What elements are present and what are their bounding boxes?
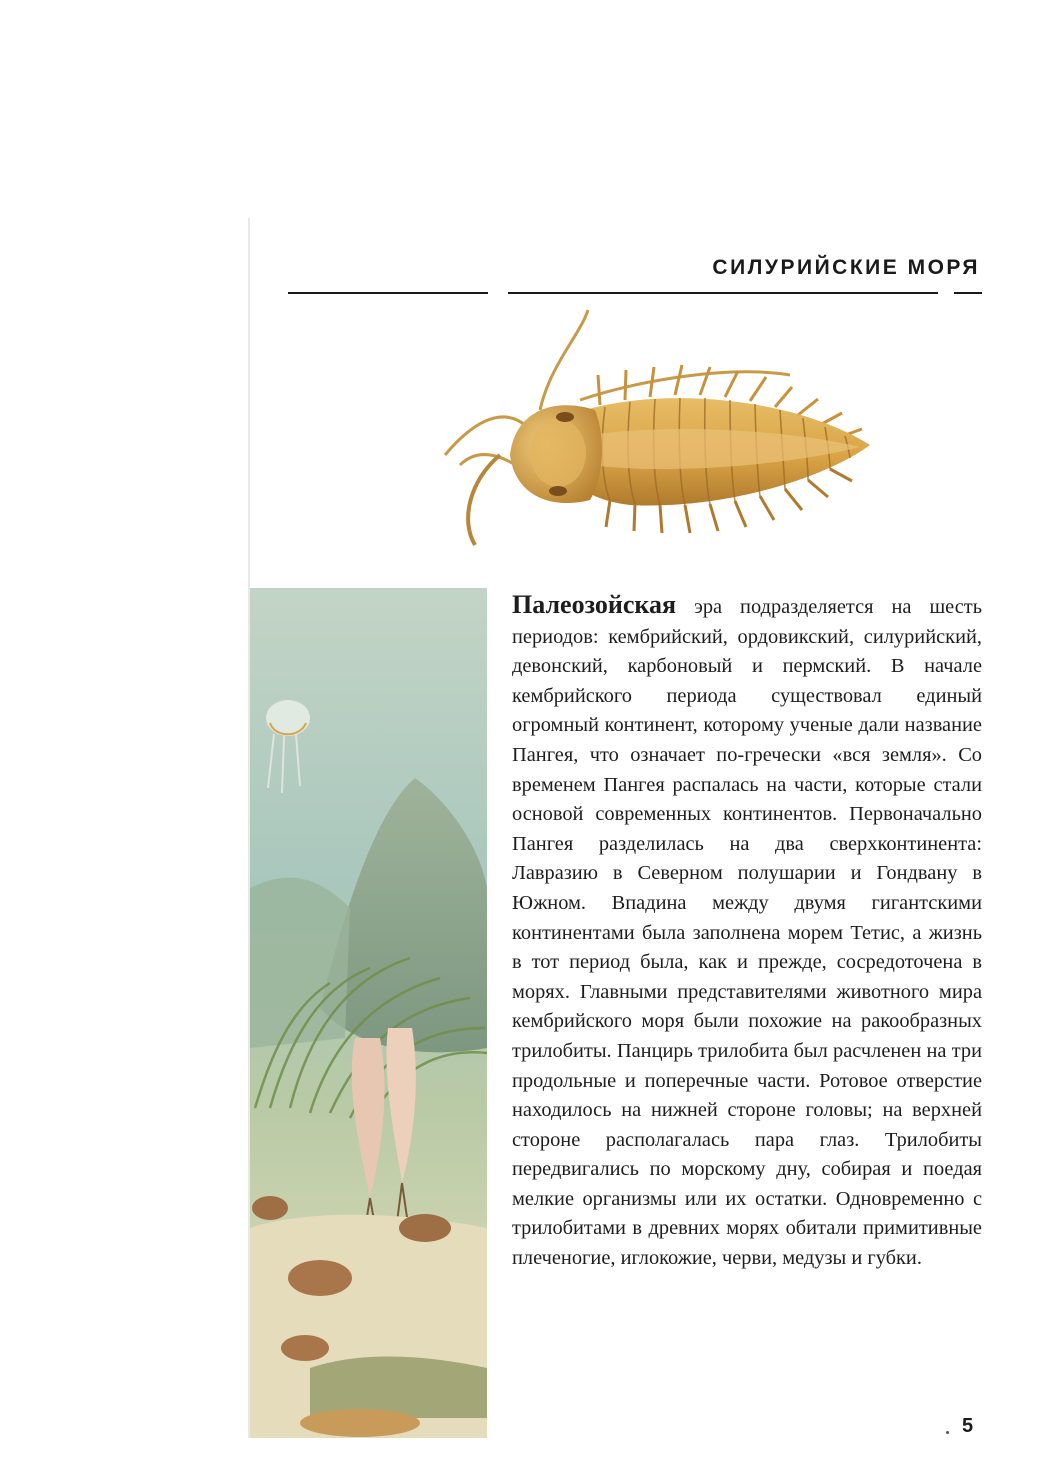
article-text: эра подразделяется на шесть периодов: кембрийский, ордовикский, силурийский, девонский, карбоновый и пермский. В начале кембрийского периода существовал единый огромный континент, которому ученые дали название Пангея, что означает по-гречески «вся земля». Со временем Пангея распалась на части, которые стали основой современных континентов. Первоначально Пангея разделилась на два сверхконтинента: Лавразию в Северном полушарии и Гондвану в Южном. Впадина между двумя гигантскими континентами была заполнена морем Тетис, а жизнь в тот период была, как и прежде, сосредоточена в морях. Главными представителями животного мира кембрийского моря были похожие на ракообразных трилобиты. Панцирь трилобита был расчленен на три продольные и поперечные части. Ротовое отверстие находилось на нижней стороне головы; на верхней стороне располагалась пара глаз. Трилобиты передвигались по морскому дну, собирая и поедая мелкие организмы или их остатки. Одновременно с трилобитами в древних морях обитали примитивные плеченогие, иглокожие, черви, медузы и губки.	[512, 596, 982, 1270]
header-rule	[954, 292, 982, 294]
print-speck	[946, 1431, 949, 1434]
page-number: 5	[962, 1415, 974, 1437]
trilobite-illustration	[430, 305, 930, 555]
lead-word: Палеозойская	[512, 590, 677, 619]
article-body	[512, 590, 982, 1274]
header-rule	[508, 292, 938, 294]
header-rule	[288, 292, 488, 294]
cambrian-seafloor-scene	[250, 588, 487, 1438]
section-title: СИЛУРИЙСКИЕ МОРЯ	[712, 256, 980, 279]
